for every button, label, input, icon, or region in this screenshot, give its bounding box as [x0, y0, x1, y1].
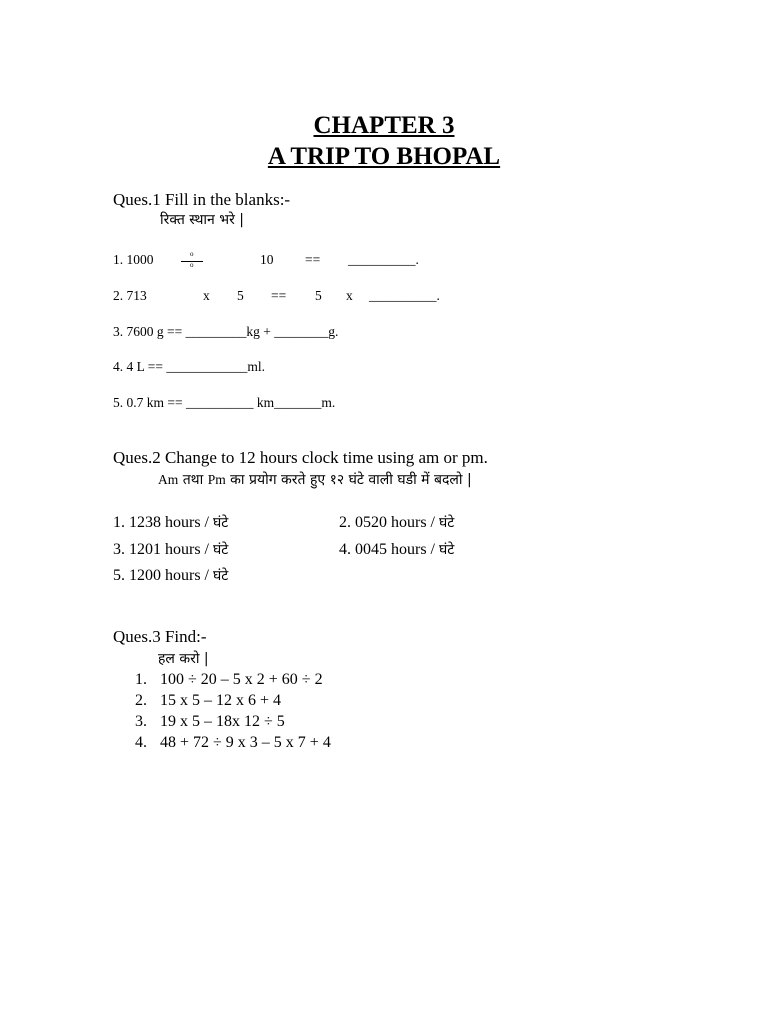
q1-item-5: 5. 0.7 km == __________ km_______m.: [113, 395, 336, 410]
q1-item-2-c: 5: [315, 288, 322, 303]
q2-item-5-hindi: घंटे: [213, 568, 229, 584]
q2-item-1-text: 1. 1238 hours /: [113, 514, 213, 531]
chapter-heading: CHAPTER 3: [313, 112, 455, 139]
q2-item-5-text: 5. 1200 hours /: [113, 567, 213, 584]
q2-item-2-hindi: घंटे: [439, 515, 455, 531]
q1-item-1-blank: __________.: [348, 252, 419, 267]
q3-item-1-number: 1.: [135, 671, 147, 688]
q3-item-1: [135, 671, 535, 691]
q3-heading: Ques.3 Find:-: [113, 627, 207, 646]
q1-item-1-divisor: 10: [260, 252, 274, 267]
q2-heading: Ques.2 Change to 12 hours clock time using am or pm.: [113, 448, 488, 467]
q3-hindi-instruction: हल करो |: [158, 651, 209, 667]
q3-item-4-expression: 48 + 72 ÷ 9 x 3 – 5 x 7 + 4: [160, 734, 331, 751]
q2-item-4-hindi: घंटे: [439, 542, 455, 558]
q2-item-4-text: 4. 0045 hours /: [339, 541, 439, 558]
q3-item-4: [135, 734, 535, 754]
q1-item-1: [113, 252, 154, 268]
q2-item-4: [339, 540, 454, 559]
q1-item-2-blank: __________.: [369, 288, 440, 303]
q1-item-2-equals: ==: [271, 288, 287, 303]
q3-item-2: [135, 692, 535, 712]
q1-item-2-op2: x: [346, 288, 353, 303]
q2-hindi-instruction: [158, 470, 472, 489]
q2-item-1-hindi: घंटे: [213, 515, 229, 531]
chapter-title: A TRIP TO BHOPAL: [267, 143, 501, 170]
q3-item-2-number: 2.: [135, 692, 147, 709]
q2-item-1: [113, 513, 228, 532]
q3-item-3-number: 3.: [135, 713, 147, 730]
q1-item-4: 4. 4 L == ____________ml.: [113, 359, 265, 374]
q3-item-3-expression: 19 x 5 – 18x 12 ÷ 5: [160, 713, 285, 730]
q2-item-2: [339, 513, 454, 532]
division-sign-icon: $\frac{o}{o}$: [181, 254, 203, 272]
q2-am: Am: [158, 472, 179, 487]
q1-hindi-instruction: रिक्त स्थान भरे |: [160, 212, 244, 228]
q2-hindi-part-1: तथा: [178, 472, 208, 488]
q3-item-4-number: 4.: [135, 734, 147, 751]
q1-item-2-label: 2. 713: [113, 288, 147, 303]
q3-item-2-expression: 15 x 5 – 12 x 6 + 4: [160, 692, 282, 709]
q1-item-1-label: 1. 1000: [113, 252, 154, 267]
q1-item-1-equals: ==: [305, 252, 321, 267]
q2-item-3-text: 3. 1201 hours /: [113, 541, 213, 558]
q1-item-2-b: 5: [237, 288, 244, 303]
q3-item-3: [135, 713, 535, 733]
q2-item-5: [113, 566, 228, 585]
q2-item-3-hindi: घंटे: [213, 542, 229, 558]
q2-item-2-text: 2. 0520 hours /: [339, 514, 439, 531]
q1-item-3: 3. 7600 g == _________kg + ________g.: [113, 324, 339, 339]
q2-pm: Pm: [207, 472, 226, 487]
q2-item-3: [113, 540, 228, 559]
q2-hindi-part-2: का प्रयोग करते हुए १२ घंटे वाली घडी में बदलो |: [225, 472, 472, 488]
q3-item-1-expression: 100 ÷ 20 – 5 x 2 + 60 ÷ 2: [160, 671, 323, 688]
q1-item-2-op: x: [203, 288, 210, 303]
q1-heading: Ques.1 Fill in the blanks:-: [113, 190, 291, 209]
